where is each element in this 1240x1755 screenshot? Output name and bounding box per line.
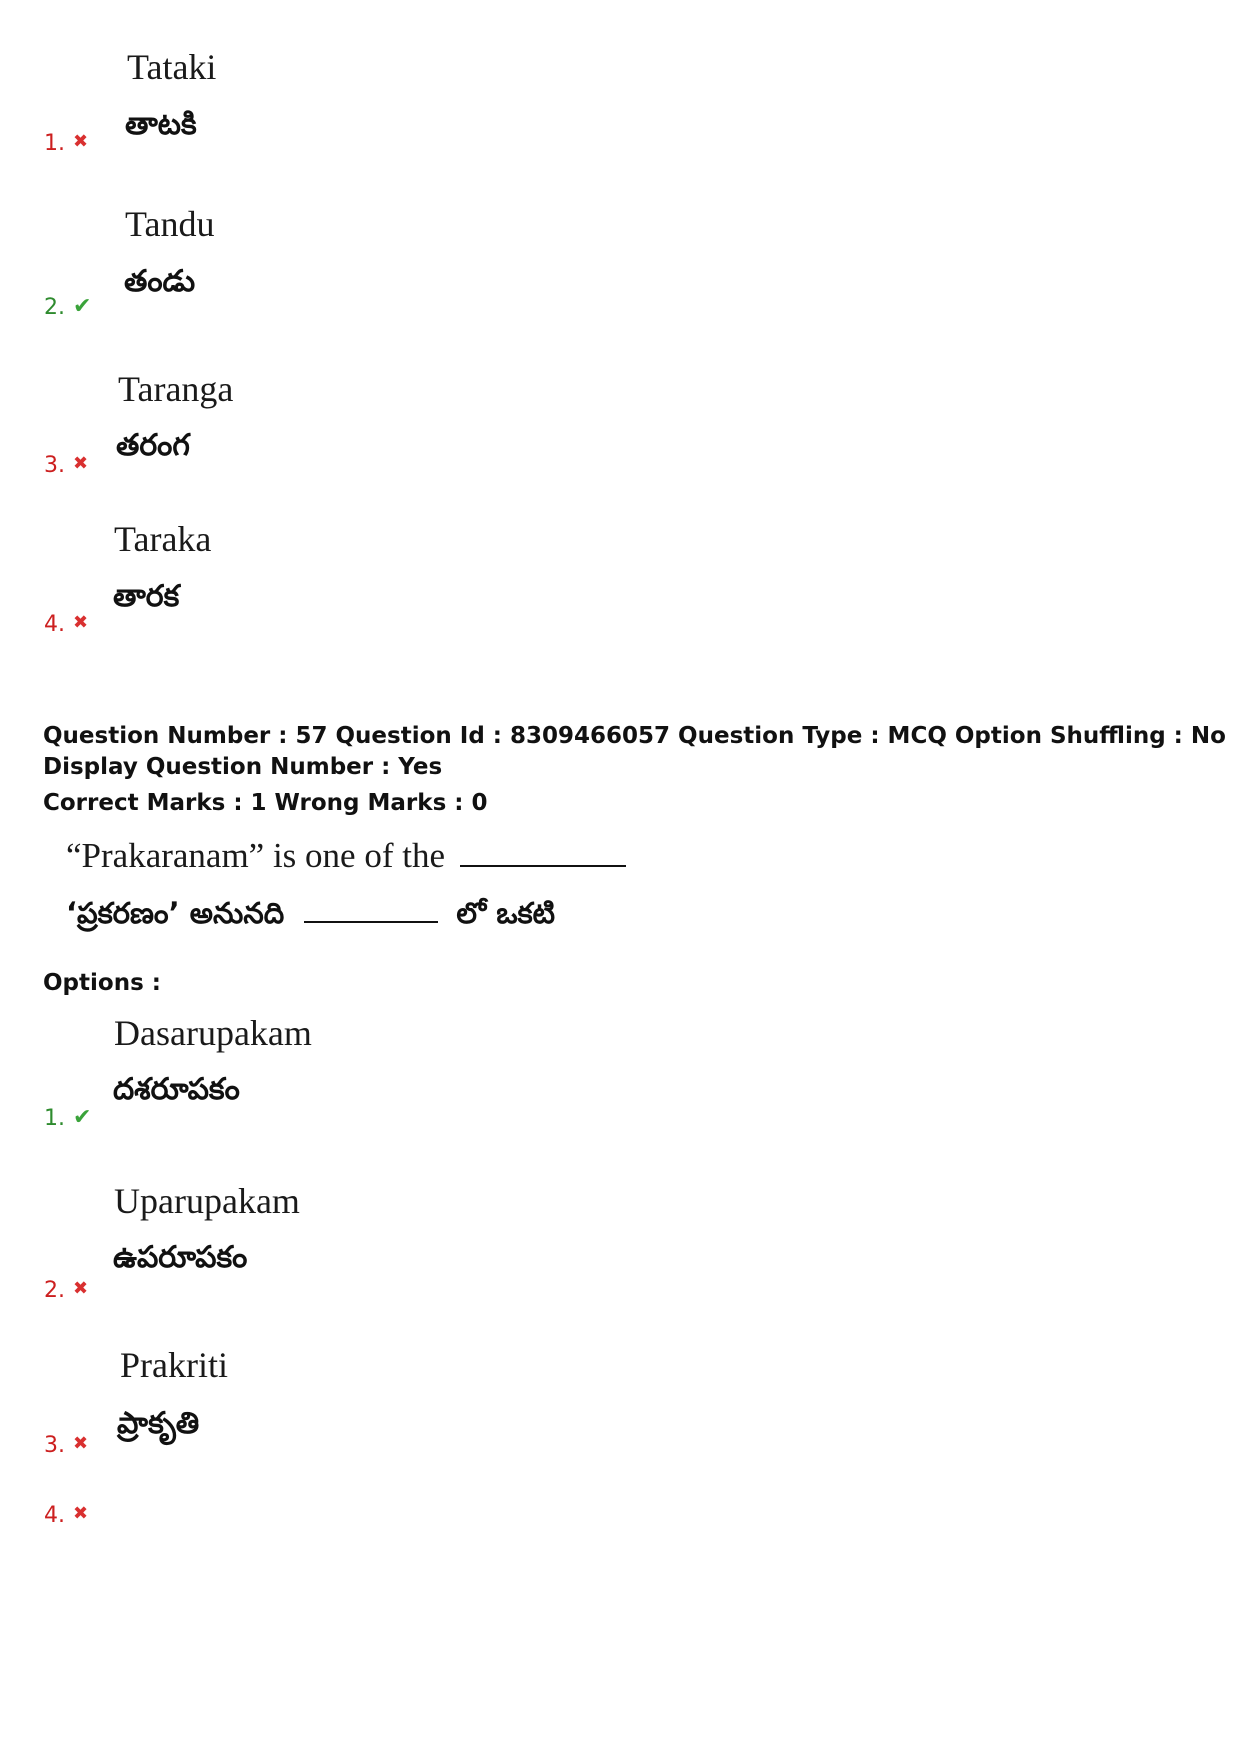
option-telugu-text: ప్రాకృతి (117, 1406, 200, 1441)
option-telugu-text: తాటకి (125, 107, 197, 142)
option-english-text: Tandu (125, 204, 215, 244)
answer-blank (460, 864, 626, 867)
option-english-text: Taraka (114, 519, 212, 559)
question-telugu-label-2: లో ఒకటి (456, 896, 556, 930)
option-number (44, 1503, 88, 1528)
cross-mark-icon: ✖ (73, 453, 89, 474)
option-english-text: Prakriti (120, 1345, 228, 1385)
option-telugu-text: దశరూపకం (113, 1072, 240, 1107)
cross-mark-icon: ✖ (73, 1433, 89, 1454)
option-number-label: 3. (44, 1433, 65, 1458)
option-number-label: 4. (44, 1503, 65, 1528)
cross-mark-icon: ✖ (73, 612, 89, 633)
option-telugu-text: తరంగ (116, 428, 190, 463)
option-english-text: Dasarupakam (114, 1013, 312, 1053)
marks-line: Correct Marks : 1 Wrong Marks : 0 (43, 790, 488, 816)
option-number (44, 131, 88, 156)
option-number-label: 2. (44, 295, 65, 320)
option-telugu-text: తారక (113, 579, 180, 614)
option-number-label: 2. (44, 1278, 65, 1303)
option-number-label: 1. (44, 131, 65, 156)
option-number (44, 294, 91, 320)
question-text-telugu (66, 896, 555, 938)
display-question-number: Display Question Number : Yes (43, 754, 443, 780)
cross-mark-icon: ✖ (73, 1503, 89, 1524)
option-number (44, 612, 88, 637)
option-number (44, 453, 88, 478)
option-number (44, 1278, 88, 1303)
question-meta-line: Question Number : 57 Question Id : 8309466057 Question Type : MCQ Option Shuffling : No (43, 723, 1226, 749)
option-number-label: 4. (44, 612, 65, 637)
option-number (44, 1105, 91, 1131)
option-telugu-text: తండు (124, 264, 196, 299)
option-number-label: 3. (44, 453, 65, 478)
option-english-text: Uparupakam (114, 1181, 300, 1221)
option-english-text: Tataki (127, 47, 217, 87)
question-english-label: “Prakaranam” is one of the (66, 836, 446, 875)
check-mark-icon: ✔ (73, 1105, 92, 1130)
question-telugu-label-1: ‘ప్రకరణం’ అనునది (66, 896, 285, 930)
option-telugu-text: ఉపరూపకం (113, 1240, 248, 1275)
option-english-text: Taranga (118, 369, 234, 409)
cross-mark-icon: ✖ (73, 1278, 89, 1299)
option-number (44, 1433, 88, 1458)
cross-mark-icon: ✖ (73, 131, 89, 152)
option-number-label: 1. (44, 1106, 65, 1131)
question-text-english (66, 836, 626, 876)
options-label: Options : (43, 970, 161, 996)
answer-blank (304, 920, 438, 923)
check-mark-icon: ✔ (73, 294, 92, 319)
